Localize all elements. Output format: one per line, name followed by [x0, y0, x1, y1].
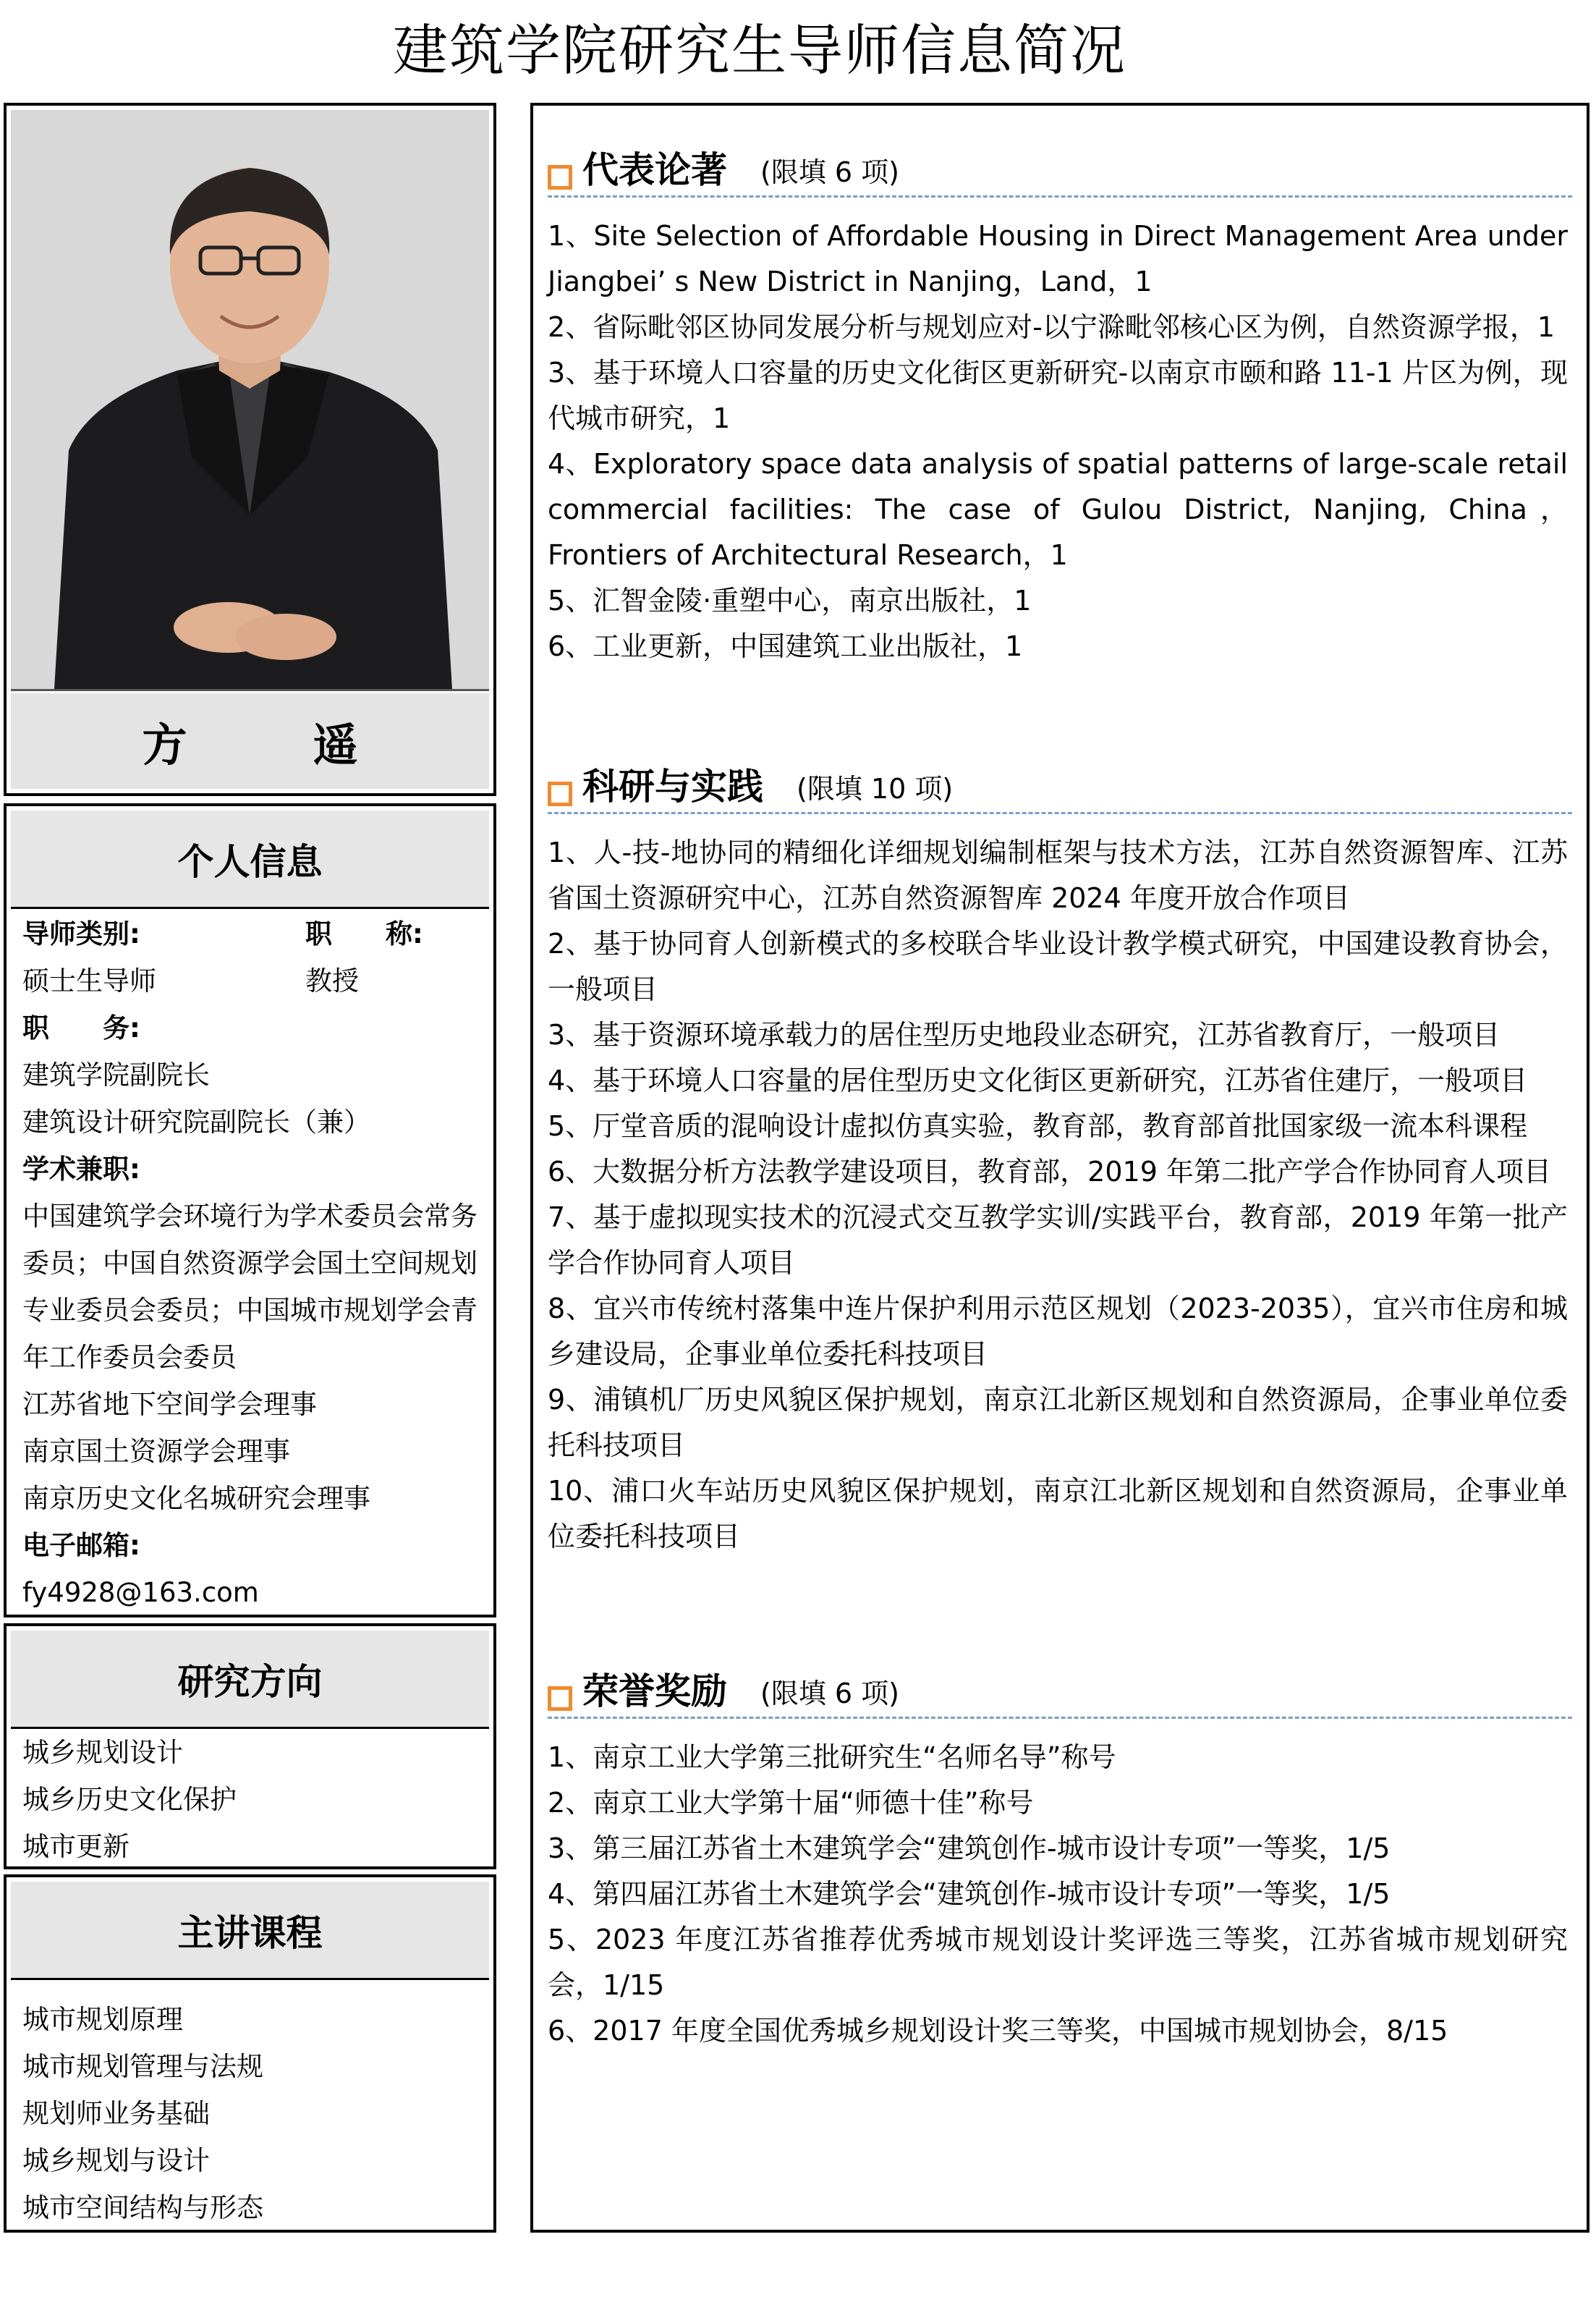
portrait-illustration	[11, 110, 489, 689]
honor-item: 3、第三届江苏省土木建筑学会“建筑创作-城市设计专项”一等奖，1/5	[548, 1832, 1391, 1864]
personal-info-heading: 个人信息	[11, 811, 489, 909]
academic-role: 南京国土资源学会理事	[22, 1436, 290, 1467]
course-item: 城乡规划与设计	[22, 2145, 210, 2176]
honor-item: 5、2023 年度江苏省推荐优秀城市规划设计奖评选三等奖，江苏省城市规划研究会，1/15	[548, 1924, 1568, 2001]
email-label: 电子邮箱:	[22, 1530, 140, 1561]
title-label: 职 称:	[305, 918, 423, 950]
academic-label: 学术兼职:	[22, 1154, 140, 1185]
project-item: 6、大数据分析方法教学建设项目，教育部，2019 年第二批产学合作协同育人项目	[548, 1156, 1551, 1188]
papers-note: (限填 6 项)	[760, 156, 899, 188]
paper-item: 4、Exploratory space data analysis of spatial patterns of large-scale retail commercial facilities: The case of Gulou District, Nanjing, China，Frontiers of Architectural Research，1	[548, 448, 1568, 571]
projects-section	[548, 757, 1572, 1560]
portrait-photo	[11, 110, 489, 691]
papers-header	[548, 140, 1572, 198]
page-title: 建筑学院研究生导师信息简况	[393, 18, 1126, 83]
project-item: 8、宜兴市传统村落集中连片保护利用示范区规划（2023-2035），宜兴市住房和城乡建设局，企事业单位委托科技项目	[548, 1293, 1568, 1370]
personal-info-section	[4, 803, 496, 1617]
honor-item: 6、2017 年度全国优秀城乡规划设计奖三等奖，中国城市规划协会，8/15	[548, 2015, 1448, 2047]
research-item: 城乡规划设计	[22, 1737, 183, 1768]
honors-heading: 荣誉奖励	[582, 1670, 727, 1712]
project-item: 4、基于环境人口容量的居住型历史文化街区更新研究，江苏省住建厅，一般项目	[548, 1065, 1528, 1096]
honors-header	[548, 1662, 1572, 1719]
honor-item: 1、南京工业大学第三批研究生“名师名导”称号	[548, 1741, 1116, 1773]
honor-item: 4、第四届江苏省土木建筑学会“建筑创作-城市设计专项”一等奖，1/5	[548, 1878, 1391, 1910]
course-item: 规划师业务基础	[22, 2098, 210, 2129]
checkbox-square-icon	[548, 1686, 572, 1711]
position-item: 建筑学院副院长	[22, 1060, 210, 1091]
paper-item: 6、工业更新，中国建筑工业出版社，1	[548, 630, 1023, 662]
projects-note: (限填 10 项)	[797, 773, 954, 805]
projects-heading: 科研与实践	[582, 766, 763, 808]
advisor-name: 方 遥	[11, 693, 489, 789]
project-item: 10、浦口火车站历史风貌区保护规划，南京江北新区规划和自然资源局，企事业单位委托科技项目	[548, 1475, 1568, 1552]
paper-item: 1、Site Selection of Affordable Housing in Direct Management Area under Jiangbei’ s New District in Nanjing，Land，1	[548, 220, 1568, 297]
academic-role: 南京历史文化名城研究会理事	[22, 1483, 370, 1514]
honor-item: 2、南京工业大学第十届“师德十佳”称号	[548, 1787, 1034, 1819]
papers-section	[548, 140, 1572, 669]
position-item: 建筑设计研究院副院长（兼）	[22, 1107, 370, 1138]
profile-card	[4, 103, 496, 796]
paper-item: 5、汇智金陵·重塑中心，南京出版社，1	[548, 585, 1032, 617]
project-item: 3、基于资源环境承载力的居住型历史地段业态研究，江苏省教育厅，一般项目	[548, 1019, 1501, 1051]
paper-item: 2、省际毗邻区协同发展分析与规划应对-以宁滁毗邻核心区为例，自然资源学报，1	[548, 311, 1555, 343]
project-item: 7、基于虚拟现实技术的沉浸式交互教学实训/实践平台，教育部，2019 年第一批产学合作协同育人项目	[548, 1201, 1568, 1279]
project-item: 9、浦镇机厂历史风貌区保护规划，南京江北新区规划和自然资源局，企事业单位委托科技项目	[548, 1384, 1568, 1461]
research-heading: 研究方向	[11, 1631, 489, 1729]
advisor-type-label: 导师类别:	[22, 918, 140, 950]
email-value[interactable]: fy4928@163.com	[22, 1577, 259, 1608]
academic-role: 中国建筑学会环境行为学术委员会常务委员；中国自然资源学会国土空间规划专业委员会委员；中国城市规划学会青年工作委员会委员	[22, 1201, 477, 1373]
project-item: 5、厅堂音质的混响设计虚拟仿真实验，教育部，教育部首批国家级一流本科课程	[548, 1110, 1528, 1142]
courses-section	[4, 1874, 496, 2233]
position-label: 职 务:	[22, 1012, 140, 1044]
checkbox-square-icon	[548, 165, 572, 190]
right-panel	[530, 103, 1589, 2233]
research-item: 城市更新	[22, 1831, 130, 1862]
course-item: 城市空间结构与形态	[22, 2192, 263, 2223]
papers-heading: 代表论著	[582, 149, 727, 191]
checkbox-square-icon	[548, 782, 572, 806]
research-section	[4, 1623, 496, 1869]
research-item: 城乡历史文化保护	[22, 1784, 237, 1815]
advisor-type-value: 硕士生导师	[22, 965, 156, 997]
academic-role: 江苏省地下空间学会理事	[22, 1389, 317, 1420]
project-item: 2、基于协同育人创新模式的多校联合毕业设计教学模式研究，中国建设教育协会，一般项目	[548, 928, 1568, 1005]
projects-header	[548, 757, 1572, 814]
title-value: 教授	[305, 965, 359, 997]
honors-section	[548, 1662, 1572, 2054]
honors-note: (限填 6 项)	[760, 1678, 899, 1709]
courses-heading: 主讲课程	[11, 1882, 489, 1980]
paper-item: 3、基于环境人口容量的历史文化街区更新研究-以南京市颐和路 11-1 片区为例，现代城市研究，1	[548, 357, 1568, 434]
course-item: 城市规划管理与法规	[22, 2051, 263, 2082]
course-item: 城市规划原理	[22, 2004, 183, 2035]
project-item: 1、人-技-地协同的精细化详细规划编制框架与技术方法，江苏自然资源智库、江苏省国土资源研究中心，江苏自然资源智库 2024 年度开放合作项目	[548, 837, 1568, 914]
